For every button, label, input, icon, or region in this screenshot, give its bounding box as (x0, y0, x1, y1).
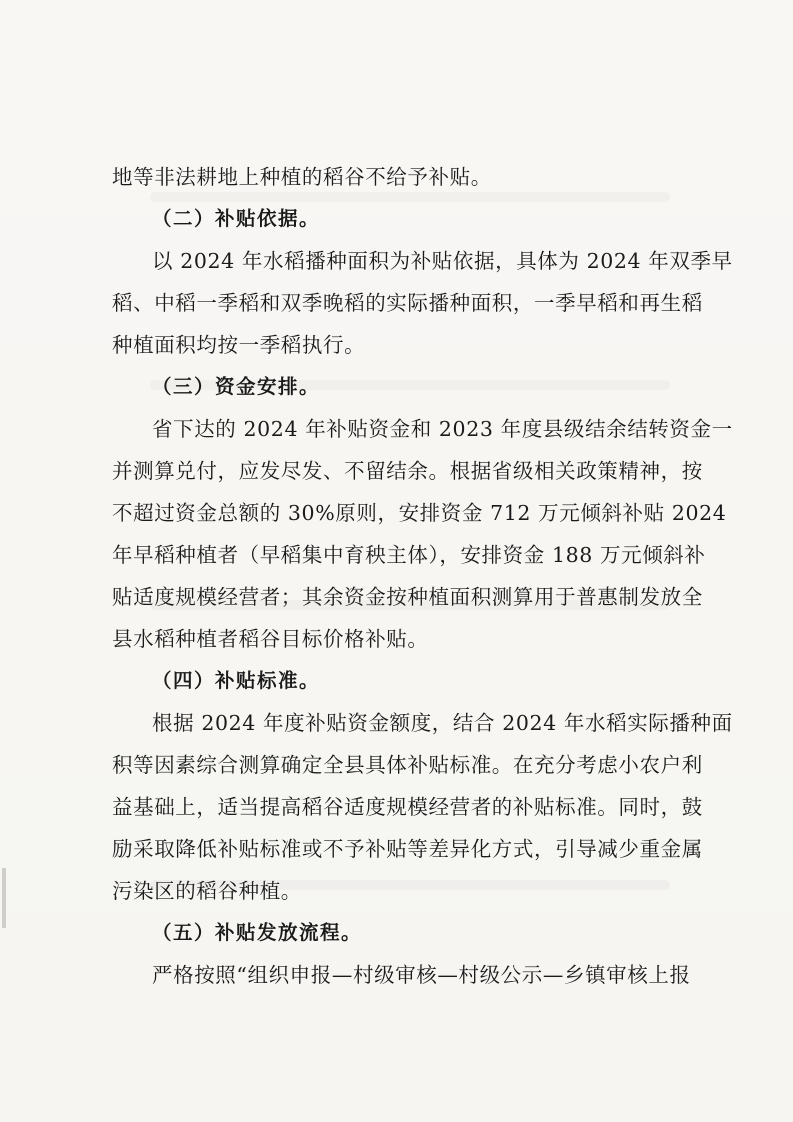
section-heading: （二）补贴依据。 (152, 207, 321, 230)
paragraph-line: 根据 2024 年度补贴资金额度，结合 2024 年水稻实际播种面 (152, 711, 733, 735)
paragraph-line: 励采取降低补贴标准或不予补贴等差异化方式，引导减少重金属 (112, 837, 703, 861)
paragraph-line: 年早稻种植者（早稻集中育秧主体），安排资金 188 万元倾斜补 (112, 543, 706, 567)
paragraph-line: 严格按照“组织申报—村级审核—村级公示—乡镇审核上报 (152, 963, 691, 987)
paragraph-line: 贴适度规模经营者；其余资金按种植面积测算用于普惠制发放全 (112, 585, 703, 609)
paragraph-line: 种植面积均按一季稻执行。 (112, 333, 366, 357)
scan-edge-mark (2, 868, 6, 928)
paragraph-line: 积等因素综合测算确定全县具体补贴标准。在充分考虑小农户利 (112, 753, 703, 777)
paragraph-line: 不超过资金总额的 30%原则，安排资金 712 万元倾斜补贴 2024 (112, 501, 727, 525)
section-heading: （五）补贴发放流程。 (152, 921, 363, 944)
paragraph-line: 稻、中稻一季稻和双季晚稻的实际播种面积，一季早稻和再生稻 (112, 291, 703, 315)
document-body (112, 156, 733, 996)
paragraph-line: 并测算兑付，应发尽发、不留结余。根据省级相关政策精神，按 (112, 459, 703, 483)
paragraph-line: 以 2024 年水稻播种面积为补贴依据，具体为 2024 年双季早 (152, 249, 733, 273)
paragraph-line: 地等非法耕地上种植的稻谷不给予补贴。 (112, 165, 492, 189)
paragraph-line: 县水稻种植者稻谷目标价格补贴。 (112, 627, 429, 651)
paragraph-line: 污染区的稻谷种植。 (112, 879, 302, 903)
section-heading: （四）补贴标准。 (152, 669, 321, 692)
paragraph-line: 益基础上，适当提高稻谷适度规模经营者的补贴标准。同时，鼓 (112, 795, 703, 819)
paragraph-line: 省下达的 2024 年补贴资金和 2023 年度县级结余结转资金一 (152, 417, 733, 441)
section-heading: （三）资金安排。 (152, 375, 321, 398)
